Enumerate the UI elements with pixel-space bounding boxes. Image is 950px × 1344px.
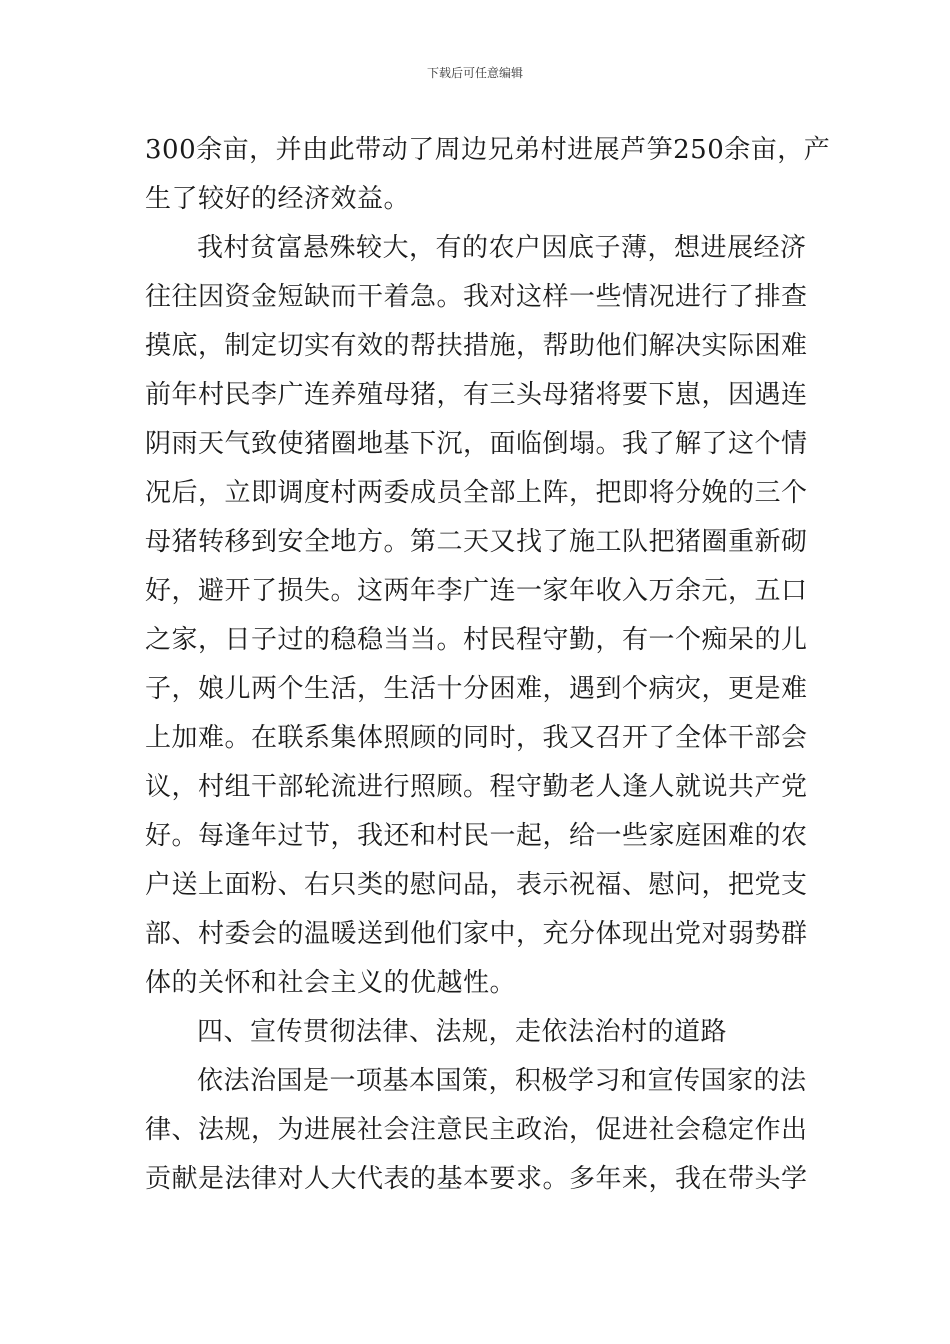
text-line: 300余亩，并由此带动了周边兄弟村进展芦笋250余亩，产 (145, 135, 831, 165)
text-line: 生了较好的经济效益。 (145, 184, 411, 214)
text-line: 好。每逢年过节，我还和村民一起，给一些家庭困难的农 (145, 821, 808, 851)
text-line: 阴雨天气致使猪圈地基下沉，面临倒塌。我了解了这个情 (145, 429, 808, 459)
text-line: 体的关怀和社会主义的优越性。 (145, 968, 517, 998)
text-line: 子，娘儿两个生活，生活十分困难，遇到个病灾，更是难 (145, 674, 808, 704)
text-line: 况后，立即调度村两委成员全部上阵，把即将分娩的三个 (145, 478, 808, 508)
text-line: 议，村组干部轮流进行照顾。程守勤老人逢人就说共产党 (145, 772, 808, 802)
text-line: 户送上面粉、右只类的慰问品，表示祝福、慰问，把党支 (145, 870, 808, 900)
text-line: 母猪转移到安全地方。第二天又找了施工队把猪圈重新砌 (145, 527, 808, 557)
document-body (145, 126, 831, 1204)
text-line: 依法治国是一项基本国策，积极学习和宣传国家的法 (197, 1066, 807, 1096)
text-line: 四、宣传贯彻法律、法规，走依法治村的道路 (197, 1017, 728, 1047)
text-line: 律、法规，为进展社会注意民主政治，促进社会稳定作出 (145, 1115, 808, 1145)
text-line: 之家，日子过的稳稳当当。村民程守勤，有一个痴呆的儿 (145, 625, 808, 655)
text-line: 摸底，制定切实有效的帮扶措施，帮助他们解决实际困难 (145, 331, 808, 361)
text-line: 前年村民李广连养殖母猪，有三头母猪将要下崽，因遇连 (145, 380, 808, 410)
text-line: 贡献是法律对人大代表的基本要求。多年来，我在带头学 (145, 1164, 808, 1194)
text-line: 我村贫富悬殊较大，有的农户因底子薄，想进展经济 (197, 233, 807, 263)
text-line: 上加难。在联系集体照顾的同时，我又召开了全体干部会 (145, 723, 808, 753)
text-line: 好，避开了损失。这两年李广连一家年收入万余元，五口 (145, 576, 808, 606)
text-line: 往往因资金短缺而干着急。我对这样一些情况进行了排查 (145, 282, 808, 312)
text-line: 部、村委会的温暖送到他们家中，充分体现出党对弱势群 (145, 919, 808, 949)
page-header: 下载后可任意编辑 (426, 66, 523, 80)
